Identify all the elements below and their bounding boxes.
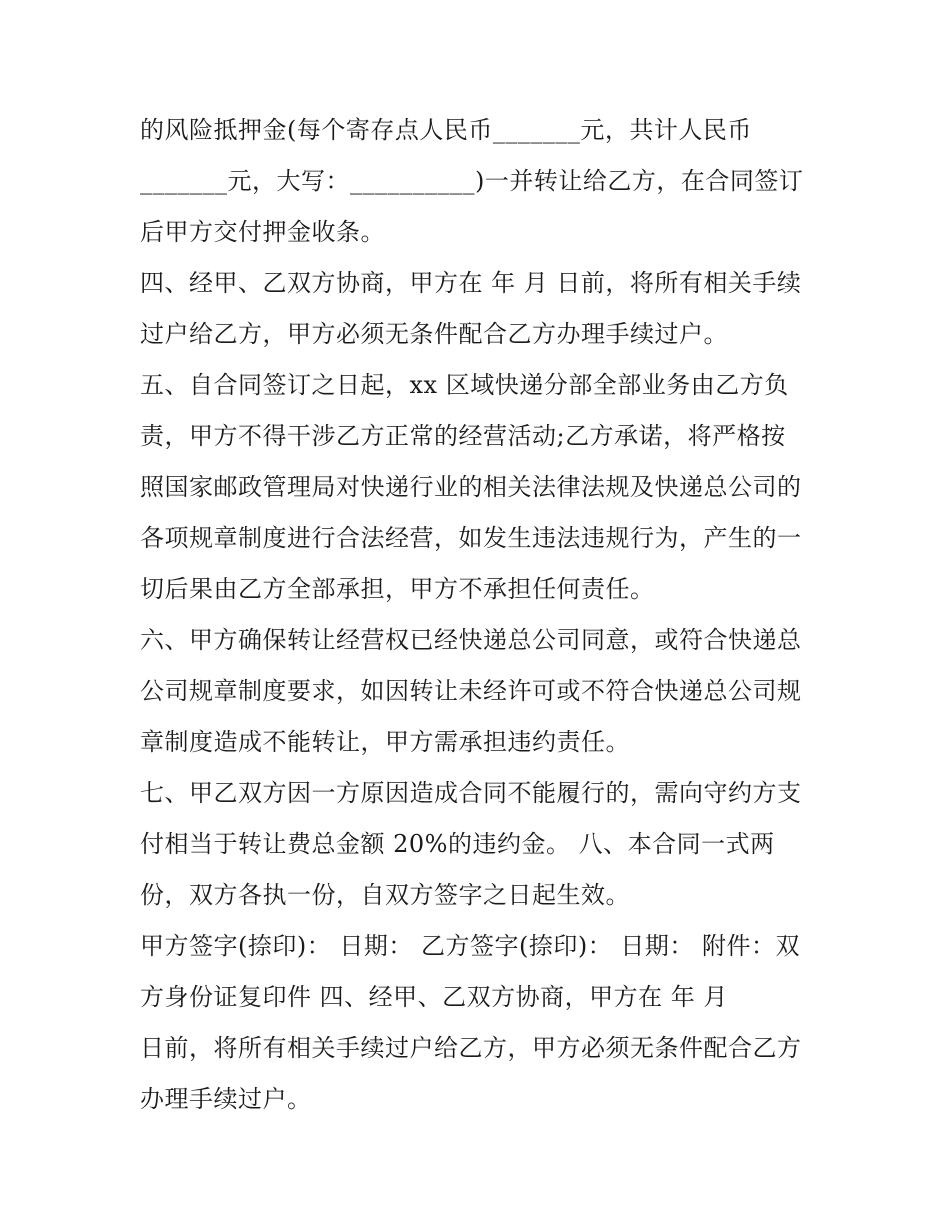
text-line: 照国家邮政管理局对快递行业的相关法律法规及快递总公司的 bbox=[140, 473, 802, 501]
text-line: 四、经甲、乙双方协商，甲方在 年 月 日前，将所有相关手续 bbox=[140, 269, 802, 297]
text-line: 办理手续过户。 bbox=[140, 1085, 312, 1113]
text-line: 七、甲乙双方因一方原因造成合同不能履行的，需向守约方支 bbox=[140, 779, 802, 807]
text-line: 后甲方交付押金收条。 bbox=[140, 218, 385, 246]
text-line: 公司规章制度要求，如因转让未经许可或不符合快递总公司规 bbox=[140, 677, 802, 705]
text-line: 的风险抵押金(每个寄存点人民币_______元，共计人民币 bbox=[140, 116, 752, 144]
text-line: 过户给乙方，甲方必须无条件配合乙方办理手续过户。 bbox=[140, 320, 728, 348]
text-line: 五、自合同签订之日起，xx 区域快递分部全部业务由乙方负 bbox=[140, 371, 789, 399]
text-line: _______元，大写：__________)一并转让给乙方，在合同签订 bbox=[140, 167, 804, 195]
text-line: 方身份证复印件 四、经甲、乙双方协商，甲方在 年 月 bbox=[140, 983, 728, 1011]
text-line: 责，甲方不得干涉乙方正常的经营活动;乙方承诺，将严格按 bbox=[140, 422, 786, 450]
text-line: 各项规章制度进行合法经营，如发生违法违规行为，产生的一 bbox=[140, 524, 802, 552]
text-line: 份，双方各执一份，自双方签字之日起生效。 bbox=[140, 881, 630, 909]
text-line: 甲方签字(捺印)： 日期： 乙方签字(捺印)： 日期： 附件：双 bbox=[140, 932, 800, 960]
text-line: 付相当于转让费总金额 20%的违约金。 八、本合同一式两 bbox=[140, 830, 775, 858]
text-line: 切后果由乙方全部承担，甲方不承担任何责任。 bbox=[140, 575, 655, 603]
text-line: 章制度造成不能转让，甲方需承担违约责任。 bbox=[140, 728, 630, 756]
text-line: 日前，将所有相关手续过户给乙方，甲方必须无条件配合乙方 bbox=[140, 1034, 802, 1062]
text-line: 六、甲方确保转让经营权已经快递总公司同意，或符合快递总 bbox=[140, 626, 802, 654]
